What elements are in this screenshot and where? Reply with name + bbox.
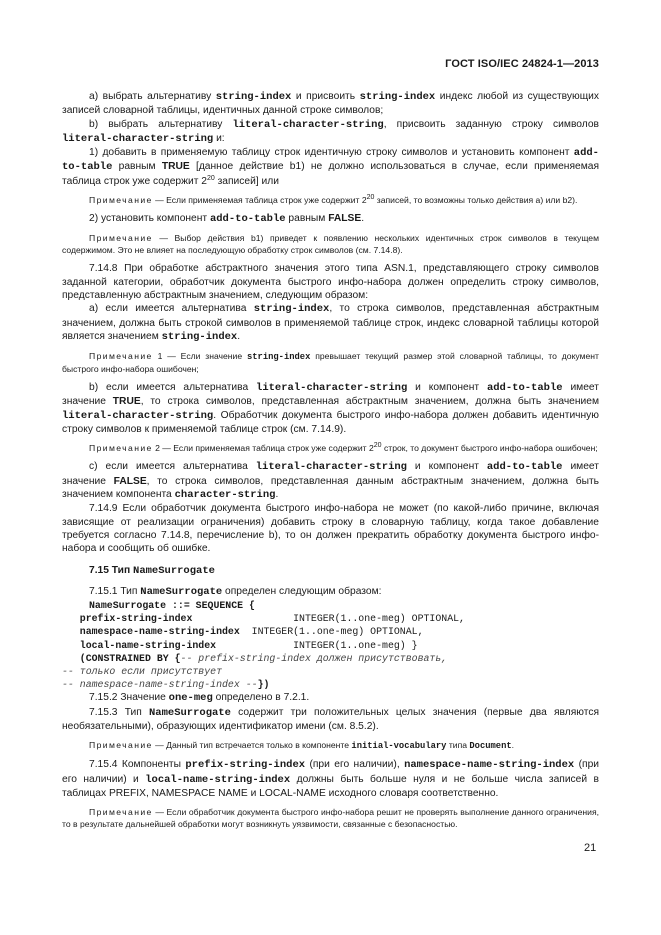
item-1-add-to-table: 1) добавить в применяемую таблицу строк идентичную строку символов и установить компонент add-to-table равным TRUE [данное действие b1) не должно использоваться в случае, если применяемая таблица строк уже содержит $2^{20}$ записей] или [62, 147, 600, 187]
paragraph-7-15-1: 7.15.1 Тип NameSurrogate определен следующим образом: [89, 585, 382, 598]
page-number: 21 [584, 842, 597, 854]
paragraph-7-15-4: 7.15.4 Компоненты prefix-string-index (при его наличии), namespace-name-string-index (при его наличии) и local-name-string-index должны быть больше нуля и не больше числа записей в таблицах PREFIX, NAMESPACE NAME и LOCAL-NAME исходного словаря соответственно. [62, 759, 599, 799]
note-2-table-full: Примечание 2 — Если применяемая таблица строк уже содержит $2^{20}$ строк, то документ быстрого инфо-набора ошибочен; [89, 442, 598, 454]
page-body [62, 90, 599, 836]
paragraph-7-15-2: 7.15.2 Значение one-meg определено в 7.2.1. [89, 692, 310, 705]
item-2-set-false: 2) установить компонент add-to-table равным FALSE. [89, 213, 365, 226]
item-a-select-string-index: а) выбрать альтернативу string-index и присвоить string-index индекс любой из существующих записей словарной таблицы, идентичных данной строке символов; [62, 91, 600, 117]
item-a-string-index-value: а) если имеется альтернатива string-index, то строка символов, представленная абстрактным значением, должна быть строкой символов в применяемой таблице строк, индекс словарной таблицы которой является значением string-index. [62, 303, 599, 343]
item-c-literal-false: с) если имеется альтернатива literal-character-string и компонент add-to-table имеет значение FALSE, то строка символов, представленная данным абстрактным значением, должна быть значением компонента character-string. [62, 461, 599, 501]
item-b-select-literal: b) выбрать альтернативу literal-character-string, присвоить заданную строку символов literal-character-string и: [62, 118, 599, 145]
section-heading-7-15: 7.15 Тип NameSurrogate [89, 565, 215, 578]
document-header: ГОСТ ISO/IEC 24824-1—2013 [445, 58, 599, 70]
note-duplicate-strings: Примечание — Выбор действия b1) приведет к появлению нескольких идентичных строк символов в текущем содержимом. Это не влияет на последующую обработку строк символов (см. 7.14.8). [62, 233, 599, 256]
item-b-literal-true: b) если имеется альтернатива literal-character-string и компонент add-to-table имеет значение TRUE, то строка символов, представленная абстрактным значением, должна быть значением literal-character-string. Обработчик документа быстрого инфо-набора должен добавить идентичную строку символов к применяемой таблице строк (см. 7.14.9). [62, 382, 599, 436]
paragraph-7-15-3: 7.15.3 Тип NameSurrogate содержит три положительных целых значения (первые два являются необязательными), образующих идентификатор имени (см. 8.5.2). [62, 706, 599, 733]
asn1-code-block: NameSurrogate ::= SEQUENCE { prefix-string-index INTEGER(1..one-meg) OPTIONAL, namespace-name-string-index INTEGER(1..one-meg) OPTIONAL, local-name-string-index INTEGER(1..one-meg) } (CONSTRAINED BY {-- prefix-string-index должен присутствовать, -- только если присутствует -- namespace-name-string-index --}) [62, 600, 465, 691]
paragraph-7-14-8: 7.14.8 При обработке абстрактного значения этого типа ASN.1, представляющего строку символов заданной категории, обработчик документа быстрого инфо-набора должен определить строку символов, представленную абстрактным значением, следующим образом: [62, 263, 599, 301]
code-line-1: NameSurrogate ::= SEQUENCE { [89, 600, 255, 612]
note-1-index-exceeds: Примечание 1 — Если значение string-index превышает текущий размер этой словарной таблицы, то документ быстрого инфо-набора ошибочен; [62, 351, 599, 375]
note-security: Примечание — Если обработчик документа быстрого инфо-набора решит не проверять выполнение данного ограничения, то в результате дальнейшей обработки могут возникнуть уязвимости, связанные с безопасностью. [62, 807, 599, 830]
note-initial-vocabulary: Примечание — Данный тип встречается только в компоненте initial-vocabulary типа Document. [89, 740, 515, 752]
paragraph-7-14-9: 7.14.9 Если обработчик документа быстрого инфо-набора не может (по какой-либо причине, включая зависящие от реализации ограничения) добавить строку в словарную таблицу, когда такое добавление требуется согласно 7.14.8, перечисление b), то он должен прекратить обработку документа быстрого инфо-набора и сообщить об ошибке. [62, 503, 599, 555]
note-table-limit: Примечание — Если применяемая таблица строк уже содержит $2^{20}$ записей, то возможны только действия а) или b2). [89, 194, 578, 206]
